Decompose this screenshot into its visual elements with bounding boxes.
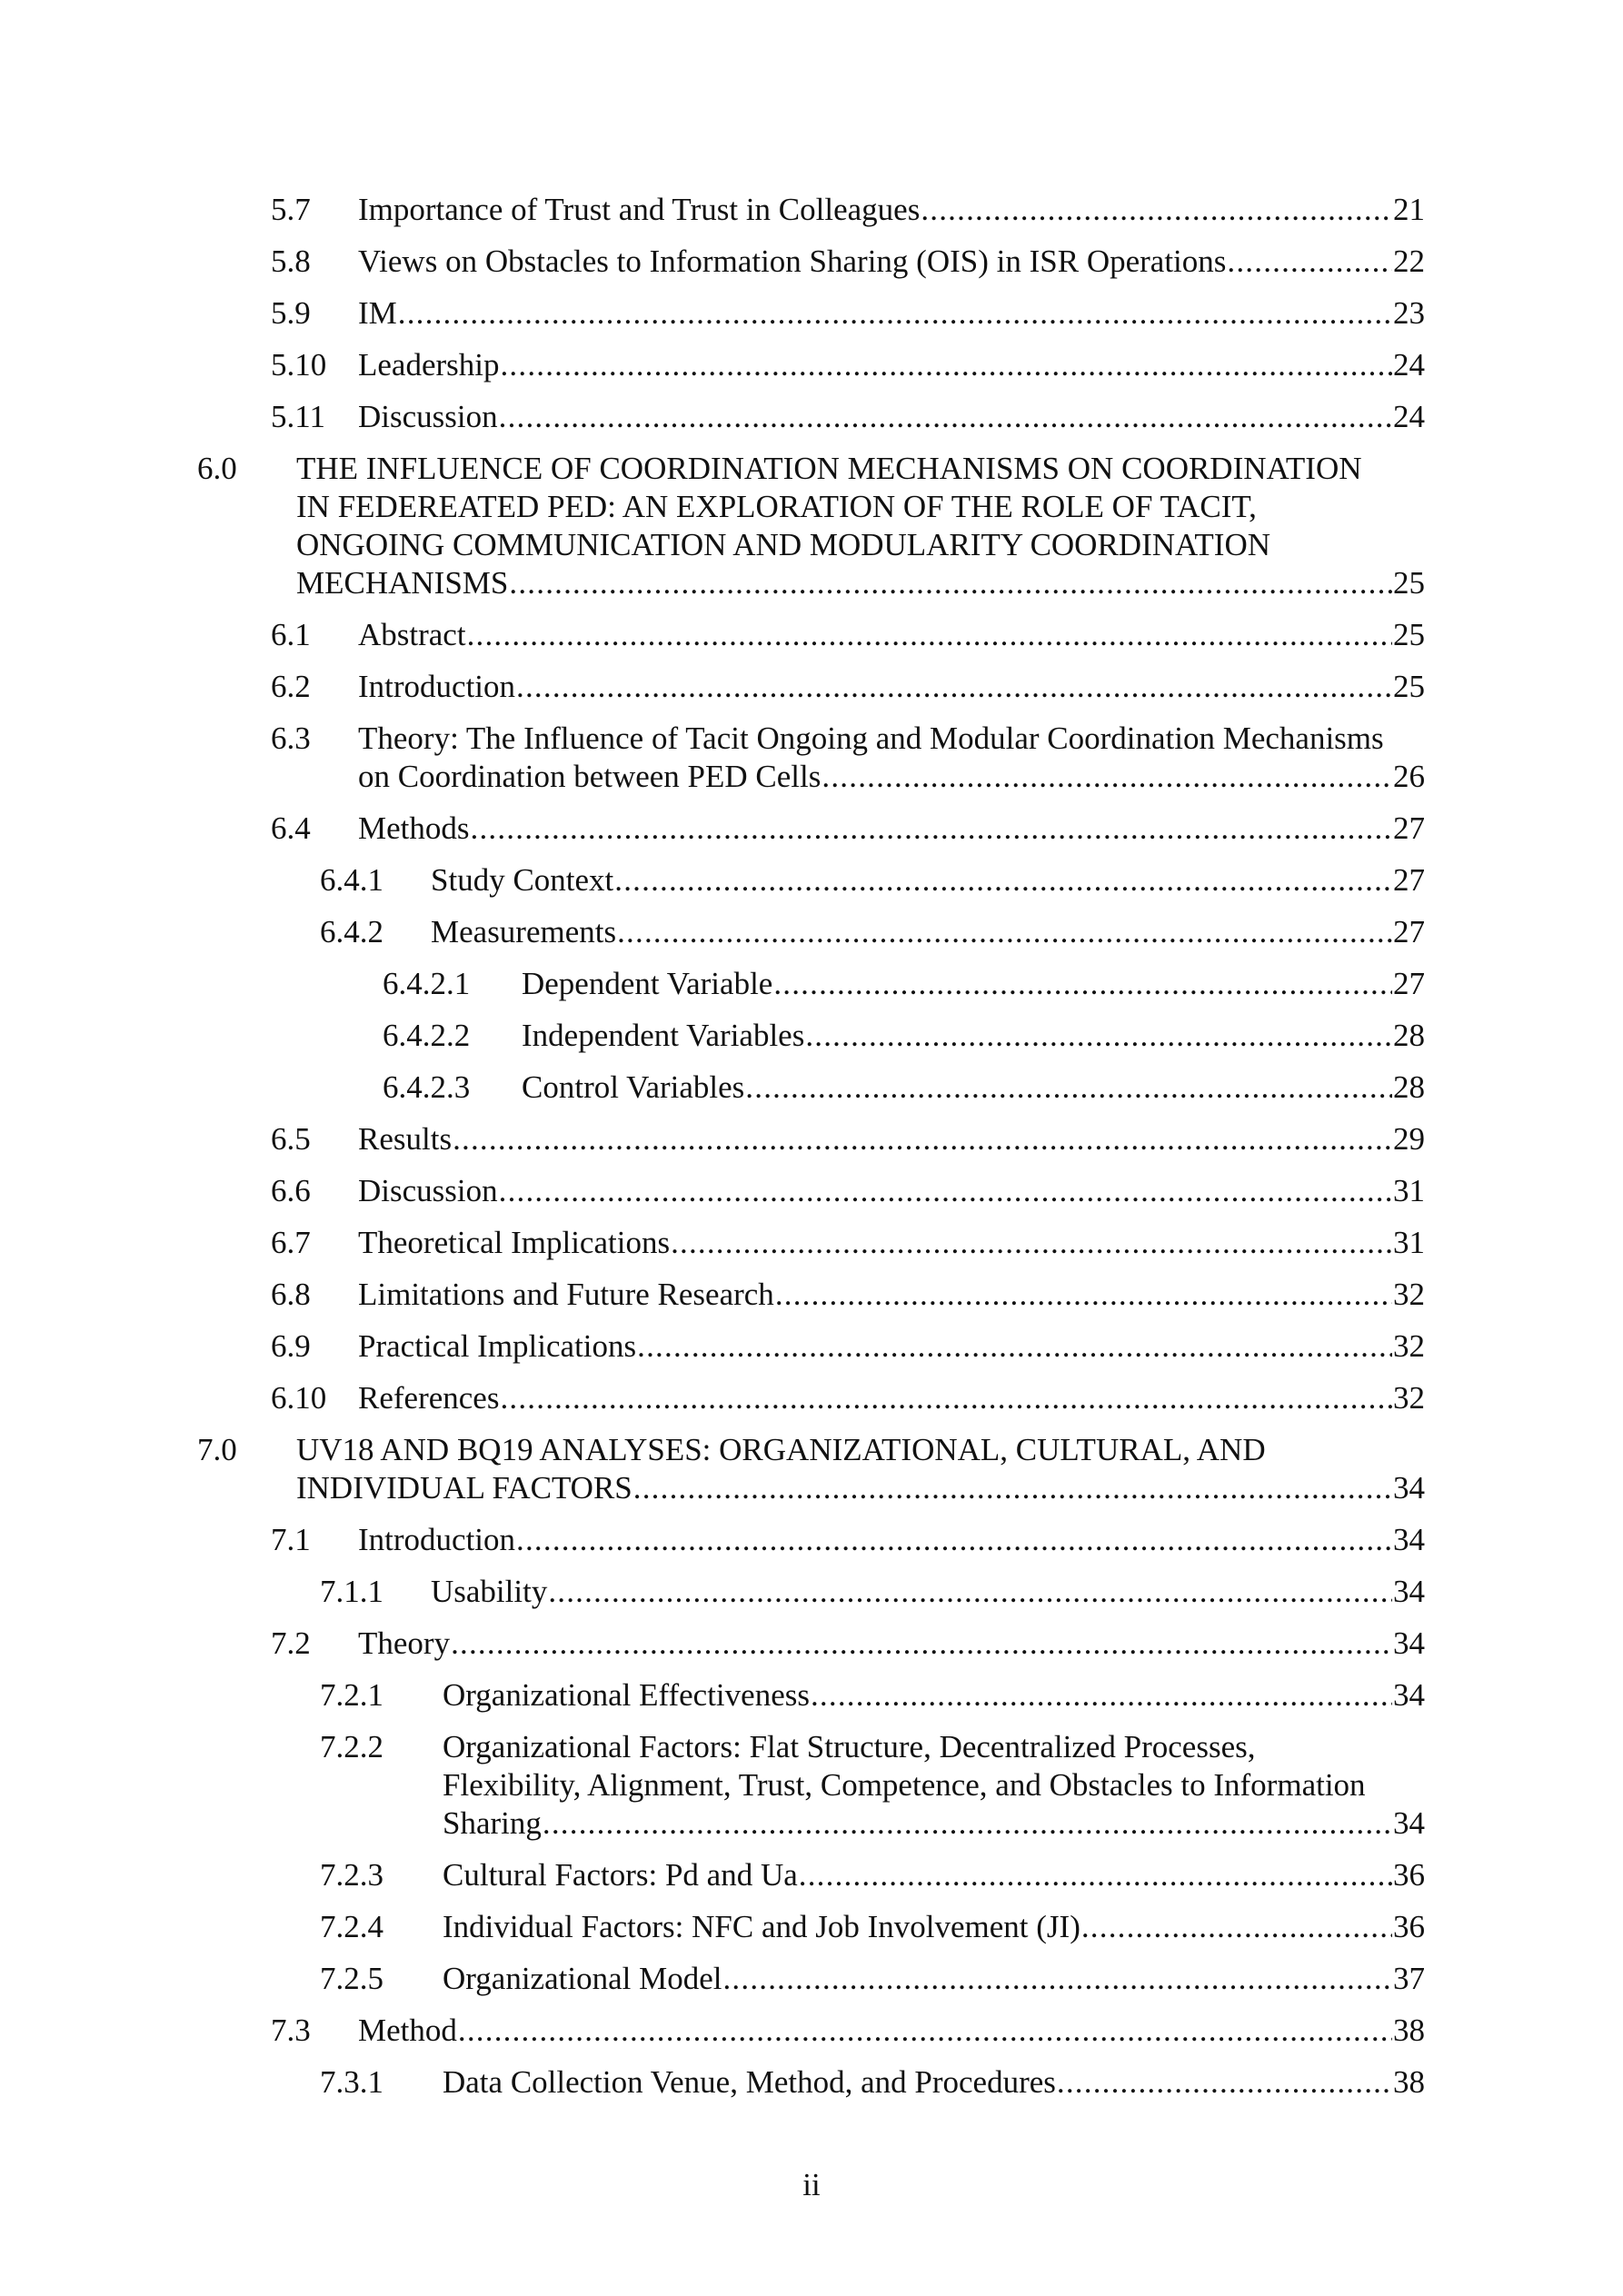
- section-number: 6.2: [271, 669, 311, 704]
- entry-title-block: [358, 1327, 1425, 1366]
- section-number: 5.10: [271, 347, 327, 383]
- entry-title-block: [522, 1068, 1425, 1107]
- dot-leader: [499, 398, 1392, 436]
- toc-entry[interactable]: [0, 1068, 1623, 1107]
- section-number: 7.1: [271, 1522, 311, 1557]
- section-number: 7.0: [197, 1432, 237, 1467]
- dot-leader: [1227, 243, 1392, 281]
- entry-title-final-line: [443, 1804, 1425, 1843]
- entry-title: Dependent Variable: [522, 966, 773, 1001]
- entry-title: IM: [358, 295, 397, 331]
- page-reference: 34: [1393, 1805, 1425, 1841]
- page-reference: 25: [1393, 565, 1425, 601]
- section-number: 7.3: [271, 2013, 311, 2048]
- entry-title: Theoretical Implications: [358, 1225, 671, 1260]
- section-number: 6.0: [197, 451, 237, 486]
- toc-entry[interactable]: [0, 1017, 1623, 1055]
- dot-leader: [811, 1676, 1392, 1715]
- entry-title-line: Flexibility, Alignment, Trust, Competence, and Obstacles to Information: [443, 1767, 1366, 1803]
- entry-title-final-line: [443, 1908, 1425, 1946]
- toc-entry[interactable]: [0, 965, 1623, 1003]
- entry-title-final-line: [358, 1120, 1425, 1158]
- entry-title-block: [358, 1120, 1425, 1158]
- toc-entry[interactable]: [0, 1276, 1623, 1314]
- page-reference: 28: [1393, 1018, 1425, 1053]
- dot-leader: [745, 1068, 1392, 1107]
- section-number: 7.2.1: [320, 1677, 383, 1713]
- toc-entry[interactable]: [0, 1625, 1623, 1663]
- entry-title-final-line: [443, 2063, 1425, 2102]
- entry-title: Data Collection Venue, Method, and Procedures: [443, 2064, 1056, 2100]
- entry-title-block: [358, 191, 1425, 229]
- section-number: 5.11: [271, 399, 325, 434]
- entry-title-block: [358, 2012, 1425, 2050]
- entry-title: INDIVIDUAL FACTORS: [296, 1470, 632, 1506]
- entry-title-final-line: [358, 1224, 1425, 1262]
- section-number: 6.4: [271, 810, 311, 846]
- entry-title-block: [443, 1960, 1425, 1998]
- entry-title-final-line: [358, 810, 1425, 848]
- toc-entry[interactable]: [0, 1172, 1623, 1210]
- toc-entry[interactable]: [0, 1224, 1623, 1262]
- toc-entry[interactable]: [0, 398, 1623, 436]
- toc-entry[interactable]: [0, 861, 1623, 900]
- entry-title-final-line: [296, 1469, 1425, 1507]
- entry-title-block: [358, 1276, 1425, 1314]
- page-reference: 21: [1393, 192, 1425, 227]
- entry-title: Method: [358, 2013, 457, 2048]
- section-number: 7.2.3: [320, 1857, 383, 1893]
- page-reference: 24: [1393, 347, 1425, 383]
- entry-title: Study Context: [431, 862, 614, 898]
- entry-title-final-line: [443, 1856, 1425, 1894]
- entry-title: Methods: [358, 810, 470, 846]
- entry-title-line: IN FEDEREATED PED: AN EXPLORATION OF THE ROLE OF TACIT,: [296, 489, 1257, 524]
- page-reference: 25: [1393, 669, 1425, 704]
- page-reference: 34: [1393, 1677, 1425, 1713]
- toc-entry[interactable]: [0, 1960, 1623, 1998]
- dot-leader: [773, 965, 1392, 1003]
- toc-entry[interactable]: [0, 668, 1623, 706]
- entry-title: Leadership: [358, 347, 500, 383]
- page-reference: 37: [1393, 1961, 1425, 1996]
- dot-leader: [548, 1573, 1392, 1611]
- entry-title-line: Organizational Factors: Flat Structure, Decentralized Processes,: [443, 1729, 1256, 1764]
- section-number: 6.5: [271, 1121, 311, 1157]
- page-reference: 34: [1393, 1522, 1425, 1557]
- dot-leader: [500, 1379, 1392, 1417]
- entry-title: Independent Variables: [522, 1018, 805, 1053]
- dot-leader: [775, 1276, 1392, 1314]
- entry-title: Discussion: [358, 1173, 498, 1208]
- entry-title: Results: [358, 1121, 453, 1157]
- entry-title-final-line: [431, 1573, 1425, 1611]
- toc-entry[interactable]: [0, 1573, 1623, 1611]
- page-reference: 38: [1393, 2064, 1425, 2100]
- section-number: 6.10: [271, 1380, 327, 1416]
- section-number: 6.4.2.2: [383, 1018, 471, 1053]
- dot-leader: [617, 913, 1392, 951]
- table-of-contents: [0, 191, 1623, 2115]
- entry-title-final-line: [358, 758, 1425, 796]
- entry-title-line: ONGOING COMMUNICATION AND MODULARITY COORDINATION: [296, 527, 1270, 562]
- section-number: 5.7: [271, 192, 311, 227]
- section-number: 7.3.1: [320, 2064, 383, 2100]
- toc-entry[interactable]: [0, 294, 1623, 333]
- entry-title-final-line: [358, 1327, 1425, 1366]
- section-number: 6.8: [271, 1277, 311, 1312]
- toc-entry[interactable]: [0, 1431, 1623, 1507]
- entry-title-block: [431, 913, 1425, 951]
- page-reference: 24: [1393, 399, 1425, 434]
- entry-title-block: [296, 1431, 1425, 1507]
- dot-leader: [516, 668, 1392, 706]
- entry-title: Theory: [358, 1625, 451, 1661]
- page-reference: 36: [1393, 1909, 1425, 1944]
- dot-leader: [471, 810, 1393, 848]
- dot-leader: [467, 616, 1392, 654]
- page-reference: 26: [1393, 759, 1425, 794]
- section-number: 6.4.2.1: [383, 966, 471, 1001]
- entry-title-final-line: [358, 1625, 1425, 1663]
- page-reference: 38: [1393, 2013, 1425, 2048]
- dot-leader: [805, 1017, 1392, 1055]
- entry-title: Cultural Factors: Pd and Ua: [443, 1857, 798, 1893]
- entry-title-block: [358, 398, 1425, 436]
- page-reference: 34: [1393, 1470, 1425, 1506]
- entry-title-block: [296, 450, 1425, 602]
- section-number: 6.4.2.3: [383, 1069, 471, 1105]
- entry-title: Usability: [431, 1574, 548, 1609]
- section-number: 6.4.1: [320, 862, 383, 898]
- section-number: 5.8: [271, 244, 311, 279]
- entry-title: Organizational Effectiveness: [443, 1677, 810, 1713]
- entry-title-block: [358, 1625, 1425, 1663]
- entry-title-block: [443, 1728, 1425, 1843]
- entry-title-block: [443, 2063, 1425, 2102]
- entry-title-final-line: [358, 243, 1425, 281]
- dot-leader: [509, 564, 1392, 602]
- section-number: 7.2.2: [320, 1729, 383, 1764]
- entry-title-final-line: [522, 1068, 1425, 1107]
- entry-title-final-line: [522, 965, 1425, 1003]
- entry-title-final-line: [443, 1676, 1425, 1715]
- toc-entry[interactable]: [0, 1908, 1623, 1946]
- toc-entry[interactable]: [0, 450, 1623, 602]
- entry-title-block: [431, 1573, 1425, 1611]
- entry-title-block: [358, 1172, 1425, 1210]
- toc-entry[interactable]: [0, 1521, 1623, 1559]
- entry-title: Introduction: [358, 1522, 516, 1557]
- entry-title: Views on Obstacles to Information Sharing (OIS) in ISR Operations: [358, 244, 1227, 279]
- entry-title-final-line: [358, 398, 1425, 436]
- page-reference: 25: [1393, 617, 1425, 652]
- dot-leader: [500, 346, 1392, 384]
- entry-title-final-line: [358, 1379, 1425, 1417]
- dot-leader: [451, 1625, 1392, 1663]
- toc-entry[interactable]: [0, 1728, 1623, 1843]
- entry-title: Importance of Trust and Trust in Colleagues: [358, 192, 921, 227]
- dot-leader: [543, 1804, 1392, 1843]
- entry-title-final-line: [358, 346, 1425, 384]
- page-reference: 31: [1393, 1225, 1425, 1260]
- toc-entry[interactable]: [0, 913, 1623, 951]
- entry-title: MECHANISMS: [296, 565, 509, 601]
- page-reference: 28: [1393, 1069, 1425, 1105]
- page-reference: 32: [1393, 1277, 1425, 1312]
- entry-title-final-line: [358, 191, 1425, 229]
- page-reference: 36: [1393, 1857, 1425, 1893]
- entry-title-block: [443, 1676, 1425, 1715]
- section-number: 6.3: [271, 721, 311, 756]
- toc-entry[interactable]: [0, 2063, 1623, 2102]
- dot-leader: [821, 758, 1392, 796]
- toc-entry[interactable]: [0, 810, 1623, 848]
- entry-title-final-line: [431, 861, 1425, 900]
- page-reference: 22: [1393, 244, 1425, 279]
- entry-title: Organizational Model: [443, 1961, 722, 1996]
- entry-title: Abstract: [358, 617, 466, 652]
- entry-title: Measurements: [431, 914, 617, 949]
- dot-leader: [614, 861, 1392, 900]
- entry-title-final-line: [431, 913, 1425, 951]
- toc-entry[interactable]: [0, 1120, 1623, 1158]
- entry-title-block: [358, 346, 1425, 384]
- dot-leader: [499, 1172, 1392, 1210]
- dot-leader: [458, 2012, 1392, 2050]
- dot-leader: [637, 1327, 1392, 1366]
- dot-leader: [1057, 2063, 1392, 2102]
- entry-title-final-line: [443, 1960, 1425, 1998]
- entry-title-block: [522, 1017, 1425, 1055]
- dot-leader: [921, 191, 1392, 229]
- page-reference: 27: [1393, 862, 1425, 898]
- entry-title-line: Theory: The Influence of Tacit Ongoing and Modular Coordination Mechanisms: [358, 721, 1384, 756]
- section-number: 5.9: [271, 295, 311, 331]
- section-number: 6.9: [271, 1328, 311, 1364]
- toc-entry[interactable]: [0, 1676, 1623, 1715]
- section-number: 7.1.1: [320, 1574, 383, 1609]
- toc-entry[interactable]: [0, 1856, 1623, 1894]
- page-reference: 27: [1393, 810, 1425, 846]
- toc-entry[interactable]: [0, 1379, 1623, 1417]
- section-number: 6.1: [271, 617, 311, 652]
- page-reference: 27: [1393, 914, 1425, 949]
- entry-title-block: [522, 965, 1425, 1003]
- entry-title: Practical Implications: [358, 1328, 637, 1364]
- toc-entry[interactable]: [0, 1327, 1623, 1366]
- page-reference: 32: [1393, 1380, 1425, 1416]
- section-number: 7.2: [271, 1625, 311, 1661]
- entry-title: References: [358, 1380, 500, 1416]
- toc-entry[interactable]: [0, 2012, 1623, 2050]
- entry-title-final-line: [358, 294, 1425, 333]
- entry-title-block: [431, 861, 1425, 900]
- entry-title-block: [358, 1379, 1425, 1417]
- section-number: 6.4.2: [320, 914, 383, 949]
- dot-leader: [633, 1469, 1392, 1507]
- section-number: 7.2.4: [320, 1909, 383, 1944]
- entry-title-final-line: [358, 668, 1425, 706]
- entry-title-final-line: [358, 1276, 1425, 1314]
- entry-title-line: UV18 AND BQ19 ANALYSES: ORGANIZATIONAL, CULTURAL, AND: [296, 1432, 1266, 1467]
- toc-entry[interactable]: [0, 720, 1623, 796]
- entry-title: Sharing: [443, 1805, 542, 1841]
- entry-title: Individual Factors: NFC and Job Involvement (JI): [443, 1909, 1080, 1944]
- entry-title-final-line: [522, 1017, 1425, 1055]
- section-number: 6.6: [271, 1173, 311, 1208]
- dot-leader: [453, 1120, 1392, 1158]
- entry-title-line: THE INFLUENCE OF COORDINATION MECHANISMS ON COORDINATION: [296, 451, 1362, 486]
- entry-title-block: [358, 1224, 1425, 1262]
- page-reference: 34: [1393, 1625, 1425, 1661]
- entry-title: Limitations and Future Research: [358, 1277, 774, 1312]
- page-reference: 31: [1393, 1173, 1425, 1208]
- dot-leader: [516, 1521, 1392, 1559]
- page-reference: 32: [1393, 1328, 1425, 1364]
- section-number: 7.2.5: [320, 1961, 383, 1996]
- entry-title: Discussion: [358, 399, 498, 434]
- entry-title-block: [358, 810, 1425, 848]
- entry-title-block: [358, 294, 1425, 333]
- entry-title-final-line: [358, 616, 1425, 654]
- entry-title-block: [358, 720, 1425, 796]
- page-reference: 34: [1393, 1574, 1425, 1609]
- page-reference: 27: [1393, 966, 1425, 1001]
- dot-leader: [671, 1224, 1392, 1262]
- entry-title-block: [358, 1521, 1425, 1559]
- entry-title: Control Variables: [522, 1069, 745, 1105]
- entry-title-block: [358, 616, 1425, 654]
- entry-title-block: [358, 243, 1425, 281]
- entry-title-final-line: [296, 564, 1425, 602]
- entry-title-final-line: [358, 2012, 1425, 2050]
- entry-title-block: [443, 1856, 1425, 1894]
- page-reference: 29: [1393, 1121, 1425, 1157]
- toc-entry[interactable]: [0, 346, 1623, 384]
- dot-leader: [1081, 1908, 1392, 1946]
- dot-leader: [799, 1856, 1392, 1894]
- entry-title-final-line: [358, 1521, 1425, 1559]
- page-reference: 23: [1393, 295, 1425, 331]
- toc-entry[interactable]: [0, 191, 1623, 229]
- toc-entry[interactable]: [0, 243, 1623, 281]
- entry-title-block: [443, 1908, 1425, 1946]
- entry-title: Introduction: [358, 669, 516, 704]
- entry-title-block: [358, 668, 1425, 706]
- entry-title-final-line: [358, 1172, 1425, 1210]
- dot-leader: [398, 294, 1392, 333]
- page-number: ii: [802, 2167, 821, 2202]
- dot-leader: [722, 1960, 1392, 1998]
- entry-title: on Coordination between PED Cells: [358, 759, 821, 794]
- toc-entry[interactable]: [0, 616, 1623, 654]
- section-number: 6.7: [271, 1225, 311, 1260]
